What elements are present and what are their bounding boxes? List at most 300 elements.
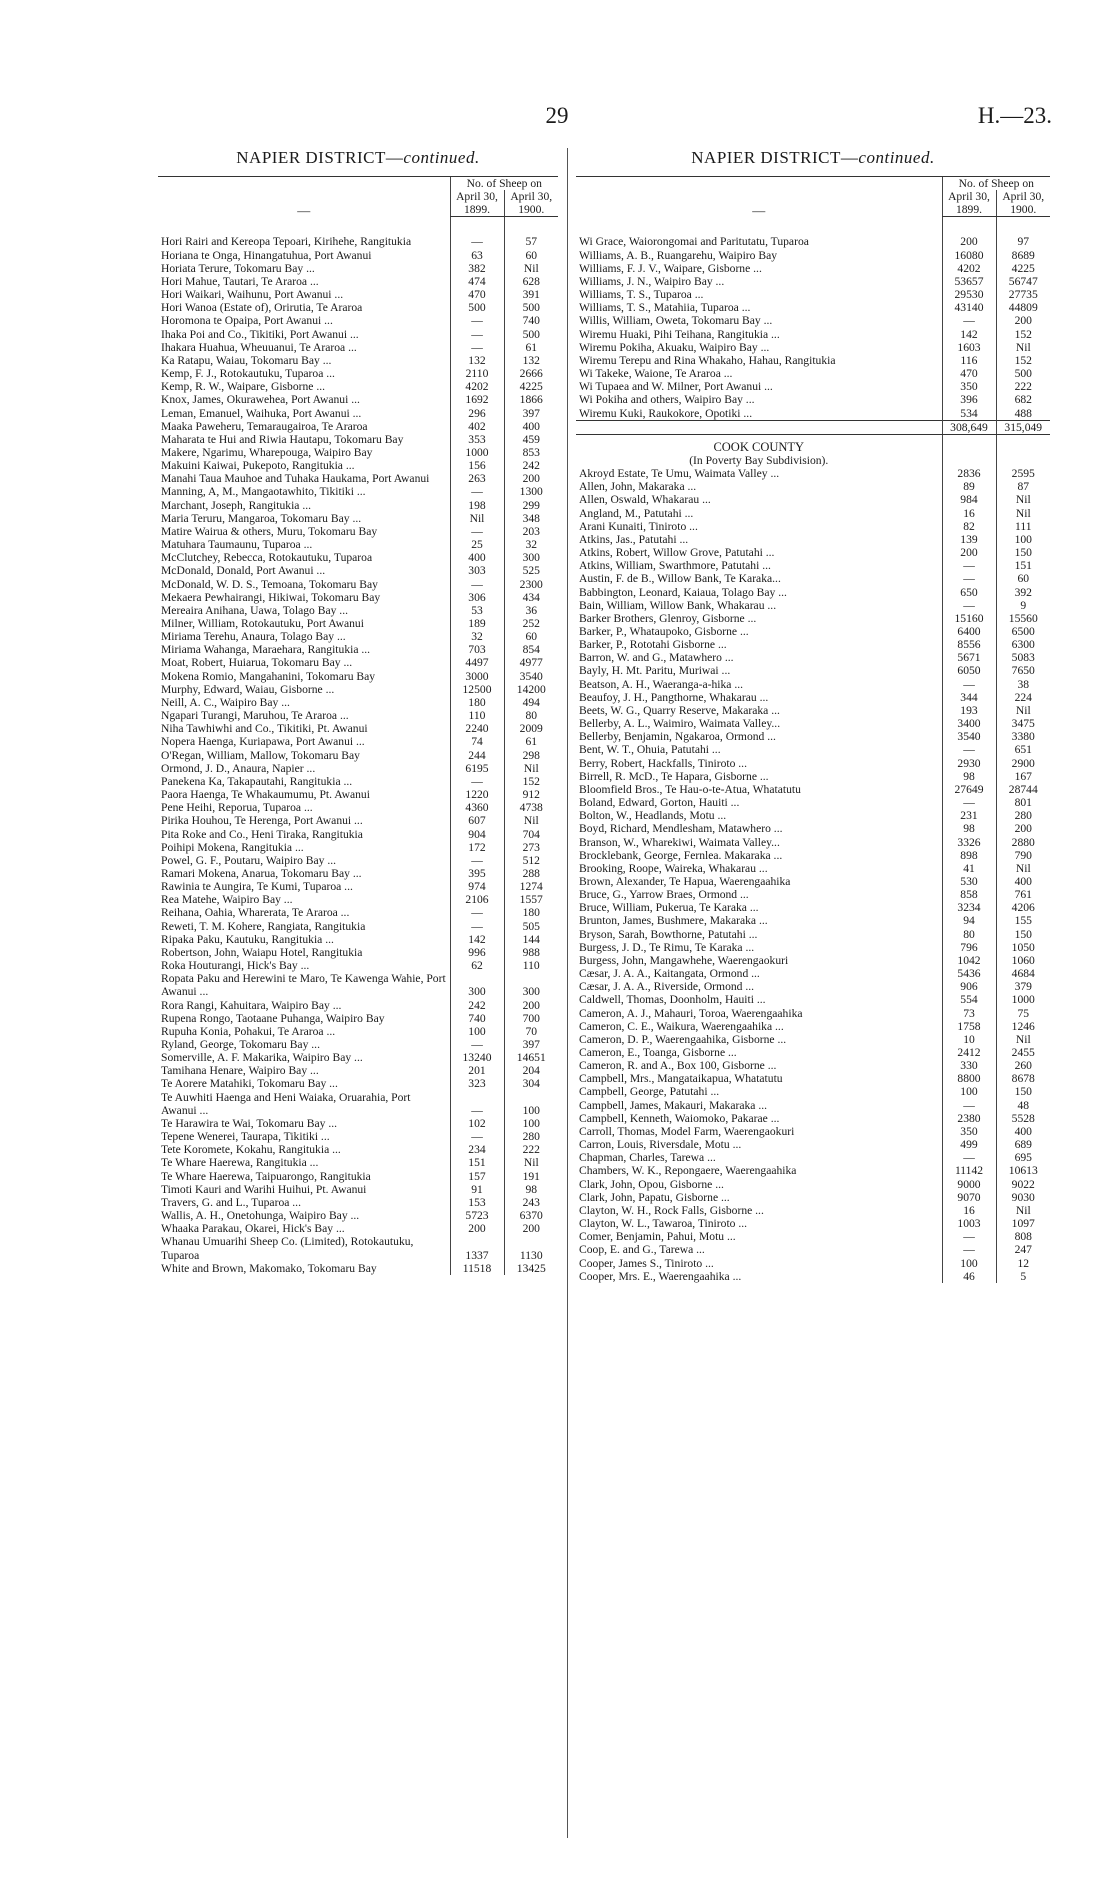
holder-name: Poihipi Mokena, Rangitukia ... <box>161 840 304 854</box>
holder-name: Miriama Wahanga, Maraehara, Rangitukia ... <box>161 643 371 657</box>
holder-name: Chapman, Charles, Tarewa ... <box>579 1151 716 1165</box>
sheep-1900: 97 <box>996 235 1050 248</box>
holder-name: Akroyd Estate, Te Umu, Waimata Valley ... <box>579 467 780 481</box>
sheep-1899: 29530 <box>942 288 996 301</box>
sheep-1899: — <box>450 341 504 354</box>
sheep-1900: 4738 <box>504 801 558 814</box>
sheep-1900: 14651 <box>504 1051 558 1064</box>
sheep-1900: 6300 <box>996 638 1050 651</box>
sheep-1899: 11518 <box>450 1262 504 1275</box>
sheep-1899: 350 <box>942 380 996 393</box>
sheep-1900: 1050 <box>996 941 1050 954</box>
sheep-1899: 470 <box>450 288 504 301</box>
sheep-1899: — <box>450 578 504 591</box>
table-row <box>576 691 1050 704</box>
holder-name: Bolton, W., Headlands, Motu ... <box>579 809 727 823</box>
sheep-1899: 534 <box>942 407 996 421</box>
sheep-1900: 200 <box>996 822 1050 835</box>
sheep-1899: 16 <box>942 1204 996 1217</box>
sheep-1900: 32 <box>504 538 558 551</box>
holder-name: Rupena Rongo, Taotaane Puhanga, Waipiro Bay <box>161 1011 385 1025</box>
total-1900: 315,049 <box>996 420 1050 434</box>
sheep-1899: 1003 <box>942 1217 996 1230</box>
holder-name: Matuhara Taumaunu, Tuparoa ... <box>161 538 313 552</box>
sheep-1900: 6500 <box>996 625 1050 638</box>
holder-name: Boyd, Richard, Mendlesham, Matawhero ... <box>579 822 783 836</box>
table-row <box>158 1025 558 1038</box>
holder-name: O'Regan, William, Mallow, Tokomaru Bay <box>161 748 360 762</box>
sheep-1899: 10 <box>942 1033 996 1046</box>
table-row <box>576 1230 1050 1243</box>
sheep-1900: 10613 <box>996 1164 1050 1177</box>
sheep-1900: 273 <box>504 841 558 854</box>
sheep-1899: 139 <box>942 533 996 546</box>
sheep-1899: 200 <box>450 1222 504 1235</box>
sheep-1900: 397 <box>504 407 558 420</box>
sheep-1900: 434 <box>504 591 558 604</box>
holder-name: Horiana te Onga, Hinangatuhua, Port Awanui <box>161 248 372 262</box>
sheep-1899: — <box>450 906 504 919</box>
holder-name: Austin, F. de B., Willow Bank, Te Karaka... <box>579 572 781 586</box>
table-row <box>158 801 558 814</box>
table-row <box>576 1178 1050 1191</box>
sheep-1899: 300 <box>450 972 504 998</box>
sheep-1899: 474 <box>450 275 504 288</box>
sheep-1899: 2930 <box>942 757 996 770</box>
table-row <box>576 380 1050 393</box>
table-row <box>576 354 1050 367</box>
sheep-1900: 397 <box>504 1038 558 1051</box>
sheep-1900: 3540 <box>504 670 558 683</box>
right-header-group: No. of Sheep on <box>942 177 1050 191</box>
sheep-1899: 9070 <box>942 1191 996 1204</box>
sheep-1899: 296 <box>450 407 504 420</box>
sheep-1899: 11142 <box>942 1164 996 1177</box>
sheep-1900: 151 <box>996 559 1050 572</box>
sheep-1900: 912 <box>504 788 558 801</box>
holder-name: Beaufoy, J. H., Pangthorne, Whakarau ... <box>579 690 769 704</box>
holder-name: Maharata te Hui and Riwia Hautapu, Tokomaru Bay <box>161 432 404 446</box>
sheep-1900: 8689 <box>996 249 1050 262</box>
holder-name: Makuini Kaiwai, Pukepoto, Rangitukia ... <box>161 459 355 473</box>
sheep-1899: 98 <box>942 770 996 783</box>
sheep-1900: 700 <box>504 1012 558 1025</box>
sheep-1900: 200 <box>504 999 558 1012</box>
table-row <box>158 656 558 669</box>
holder-name: Ngapari Turangi, Maruhou, Te Araroa ... <box>161 709 349 723</box>
sheep-1900: 150 <box>996 928 1050 941</box>
holder-name: Te Auwhiti Haenga and Heni Waiaka, Oruarahia, Port Awanui ... <box>161 1090 411 1117</box>
table-row <box>158 354 558 367</box>
table-row <box>158 564 558 577</box>
county-title: COOK COUNTY <box>713 439 805 454</box>
table-row <box>158 617 558 630</box>
table-row <box>576 651 1050 664</box>
holder-name: Allen, John, Makaraka ... <box>579 480 697 494</box>
holder-name: Ropata Paku and Herewini te Maro, Te Kawenga Wahie, Port Awanui ... <box>161 972 446 999</box>
sheep-1899: — <box>450 525 504 538</box>
holder-name: Murphy, Edward, Waiau, Gisborne ... <box>161 682 335 696</box>
table-row <box>576 559 1050 572</box>
sheep-1900: 9022 <box>996 1178 1050 1191</box>
sheep-1899: 4497 <box>450 656 504 669</box>
table-row <box>158 867 558 880</box>
sheep-1900: 500 <box>504 328 558 341</box>
sheep-1900: 144 <box>504 933 558 946</box>
table-row <box>576 888 1050 901</box>
sheep-1899: 132 <box>450 354 504 367</box>
table-row <box>158 959 558 972</box>
holder-name: Coop, E. and G., Tarewa ... <box>579 1243 705 1257</box>
holder-name: Nopera Haenga, Kuriapawa, Port Awanui ... <box>161 735 365 749</box>
holder-name: Clayton, W. L., Tawaroa, Tiniroto ... <box>579 1217 748 1231</box>
table-row <box>158 604 558 617</box>
sheep-1899: 2380 <box>942 1112 996 1125</box>
sheep-1899: 3326 <box>942 836 996 849</box>
sheep-1900: 60 <box>504 249 558 262</box>
county-subtitle-row <box>576 454 1050 467</box>
table-row <box>158 512 558 525</box>
holder-name: Ormond, J. D., Anaura, Napier ... <box>161 761 316 775</box>
sheep-1899: 80 <box>942 928 996 941</box>
table-row <box>158 1235 558 1261</box>
table-row <box>576 717 1050 730</box>
sheep-1899: 323 <box>450 1077 504 1090</box>
holder-name: Tepene Wenerei, Taurapa, Tikitiki ... <box>161 1130 330 1144</box>
table-row <box>576 493 1050 506</box>
sheep-1899: 15160 <box>942 612 996 625</box>
holder-name: McDonald, Donald, Port Awanui ... <box>161 564 326 578</box>
holder-name: Cameron, E., Toanga, Gisborne ... <box>579 1046 737 1059</box>
sheep-1900: Nil <box>996 341 1050 354</box>
holder-name: Burgess, J. D., Te Rimu, Te Karaka ... <box>579 940 755 954</box>
sheep-1899: 172 <box>450 841 504 854</box>
holder-name: Bellerby, A. L., Waimiro, Waimata Valley... <box>579 717 781 731</box>
table-row <box>576 1007 1050 1020</box>
holder-name: Wiremu Kuki, Raukokore, Opotiki ... <box>579 406 753 420</box>
sheep-1899: 402 <box>450 420 504 433</box>
sheep-1900: 500 <box>504 301 558 314</box>
sheep-1900: 392 <box>996 586 1050 599</box>
table-row <box>158 946 558 959</box>
table-row <box>576 809 1050 822</box>
table-row <box>158 367 558 380</box>
sheep-1899: 32 <box>450 630 504 643</box>
right-header-blank: — <box>576 177 942 217</box>
table-row <box>576 849 1050 862</box>
holder-name: Te Harawira te Wai, Tokomaru Bay ... <box>161 1116 338 1130</box>
left-title-main: NAPIER DISTRICT— <box>236 148 404 167</box>
holder-name: Williams, F. J. V., Waipare, Gisborne ... <box>579 261 762 275</box>
holder-name: Paora Haenga, Te Whakaumumu, Pt. Awanui <box>161 788 370 802</box>
sheep-1900: 2666 <box>504 367 558 380</box>
sheep-1899: 2106 <box>450 893 504 906</box>
sheep-1900: 6370 <box>504 1209 558 1222</box>
left-table <box>158 176 558 1275</box>
sheep-1899: 396 <box>942 393 996 406</box>
table-row <box>158 709 558 722</box>
sheep-1899: 1603 <box>942 341 996 354</box>
sheep-1900: 60 <box>504 630 558 643</box>
sheep-1900: 494 <box>504 696 558 709</box>
table-row <box>158 525 558 538</box>
sheep-1900: 150 <box>996 1085 1050 1098</box>
right-header-1899: April 30, 1899. <box>942 190 996 217</box>
sheep-1899: — <box>942 572 996 585</box>
table-row <box>158 735 558 748</box>
table-row <box>576 1257 1050 1270</box>
sheep-1899: — <box>450 314 504 327</box>
table-row <box>576 678 1050 691</box>
holder-name: Roka Houturangi, Hick's Bay ... <box>161 959 310 973</box>
sheep-1900: 4977 <box>504 656 558 669</box>
table-row <box>576 862 1050 875</box>
sheep-1899: — <box>942 1230 996 1243</box>
sheep-1900: 1130 <box>504 1235 558 1261</box>
table-row <box>576 1191 1050 1204</box>
sheep-1900: 12 <box>996 1257 1050 1270</box>
sheep-1899: 530 <box>942 875 996 888</box>
table-row <box>158 722 558 735</box>
sheep-1900: 110 <box>504 959 558 972</box>
table-row <box>576 480 1050 493</box>
holder-name: Cæsar, J. A. A., Kaitangata, Ormond ... <box>579 967 760 981</box>
table-row <box>576 301 1050 314</box>
holder-name: Williams, T. S., Tuparoa ... <box>579 288 704 302</box>
sheep-1899: 100 <box>942 1257 996 1270</box>
holder-name: Maaka Paweheru, Temaraugairoa, Te Araroa <box>161 419 368 433</box>
sheep-1900: 222 <box>504 1143 558 1156</box>
sheep-1899: 16 <box>942 507 996 520</box>
sheep-1900: 111 <box>996 520 1050 533</box>
table-row <box>158 485 558 498</box>
left-header-group: No. of Sheep on <box>450 177 558 191</box>
holder-name: Mereaira Anihana, Uawa, Tolago Bay ... <box>161 603 348 617</box>
sheep-1900: 400 <box>504 420 558 433</box>
sheep-1899: 12500 <box>450 683 504 696</box>
table-row <box>576 275 1050 288</box>
table-row <box>576 875 1050 888</box>
holder-name: Williams, A. B., Ruangarehu, Waipiro Bay <box>579 248 778 262</box>
table-row <box>158 828 558 841</box>
table-row <box>576 467 1050 480</box>
sheep-1900: 2880 <box>996 836 1050 849</box>
sheep-1899: 263 <box>450 472 504 485</box>
sheep-1899: 499 <box>942 1138 996 1151</box>
table-row <box>576 901 1050 914</box>
table-row <box>576 341 1050 354</box>
holder-name: Bent, W. T., Ohuia, Patutahi ... <box>579 743 721 757</box>
table-row <box>158 551 558 564</box>
table-row <box>576 546 1050 559</box>
holder-name: Whanau Umuarihi Sheep Co. (Limited), Rotokautuku, Tuparoa <box>161 1235 414 1262</box>
table-row <box>576 730 1050 743</box>
table-row <box>158 1130 558 1143</box>
holder-name: Wi Tupaea and W. Milner, Port Awanui ... <box>579 380 773 394</box>
sheep-1899: 382 <box>450 262 504 275</box>
table-row <box>158 841 558 854</box>
sheep-1899: 100 <box>942 1085 996 1098</box>
holder-name: Powel, G. F., Poutaru, Waipiro Bay ... <box>161 853 337 867</box>
sheep-1900: 48 <box>996 1099 1050 1112</box>
sheep-1899: — <box>942 1243 996 1256</box>
holder-name: Ihaka Poi and Co., Tikitiki, Port Awanui ... <box>161 327 359 341</box>
table-row <box>576 980 1050 993</box>
table-row <box>158 683 558 696</box>
sheep-1899: 350 <box>942 1125 996 1138</box>
holder-name: Barker Brothers, Glenroy, Gisborne ... <box>579 611 757 625</box>
table-row <box>158 1183 558 1196</box>
sheep-1899: 43140 <box>942 301 996 314</box>
table-row <box>576 407 1050 421</box>
table-row <box>576 954 1050 967</box>
table-row <box>158 749 558 762</box>
sheep-1900: 36 <box>504 604 558 617</box>
table-row <box>158 288 558 301</box>
sheep-1899: 2110 <box>450 367 504 380</box>
sheep-1900: 61 <box>504 735 558 748</box>
holder-name: Bruce, William, Pukerua, Te Karaka ... <box>579 901 759 915</box>
sheep-1899: 1758 <box>942 1020 996 1033</box>
holder-name: Whaaka Parakau, Okarei, Hick's Bay ... <box>161 1222 345 1236</box>
sheep-1900: 243 <box>504 1196 558 1209</box>
sheep-1899: 400 <box>450 551 504 564</box>
sheep-1900: 180 <box>504 906 558 919</box>
holder-name: Campbell, Mrs., Mangataikapua, Whatatutu <box>579 1072 783 1086</box>
table-row <box>576 1112 1050 1125</box>
table-row <box>158 643 558 656</box>
sheep-1899: Nil <box>450 512 504 525</box>
sheep-1899: 703 <box>450 643 504 656</box>
sheep-1900: 4206 <box>996 901 1050 914</box>
sheep-1900: 247 <box>996 1243 1050 1256</box>
sheep-1899: 157 <box>450 1170 504 1183</box>
total-1899: 308,649 <box>942 420 996 434</box>
table-row <box>158 446 558 459</box>
sheep-1900: 200 <box>504 472 558 485</box>
sheep-1899: 740 <box>450 1012 504 1025</box>
holder-name: Reweti, T. M. Kohere, Rangiata, Rangitukia <box>161 919 366 933</box>
holder-name: Campbell, Kenneth, Waiomoko, Pakarae ... <box>579 1111 780 1125</box>
holder-name: Campbell, James, Makauri, Makaraka ... <box>579 1098 768 1112</box>
holder-name: Clark, John, Opou, Gisborne ... <box>579 1177 724 1191</box>
sheep-1899: — <box>450 1091 504 1117</box>
holder-name: Makere, Ngarimu, Wharepouga, Waipiro Bay <box>161 445 373 459</box>
holder-name: Cæsar, J. A. A., Riverside, Ormond ... <box>579 980 755 994</box>
sheep-1899: 13240 <box>450 1051 504 1064</box>
sheep-1899: 27649 <box>942 783 996 796</box>
table-row <box>576 1020 1050 1033</box>
sheep-1899: 395 <box>450 867 504 880</box>
sheep-1899: — <box>450 920 504 933</box>
holder-name: Williams, J. N., Waipiro Bay ... <box>579 274 725 288</box>
left-column <box>158 148 558 1275</box>
sheep-1900: 61 <box>504 341 558 354</box>
sheep-1899: 82 <box>942 520 996 533</box>
table-row <box>158 393 558 406</box>
table-row <box>576 625 1050 638</box>
holder-name: Bayly, H. Mt. Paritu, Muriwai ... <box>579 664 731 678</box>
sheep-1900: 13425 <box>504 1262 558 1275</box>
sheep-1899: 231 <box>942 809 996 822</box>
table-row <box>158 1156 558 1169</box>
table-row <box>576 572 1050 585</box>
sheep-1900: 304 <box>504 1077 558 1090</box>
holder-name: Bellerby, Benjamin, Ngakaroa, Ormond ... <box>579 730 776 744</box>
holder-name: Willis, William, Oweta, Tokomaru Bay ... <box>579 314 773 328</box>
sheep-1900: 70 <box>504 1025 558 1038</box>
holder-name: Campbell, George, Patutahi ... <box>579 1085 720 1099</box>
table-row <box>158 999 558 1012</box>
sheep-1899: 996 <box>450 946 504 959</box>
sheep-1900: 400 <box>996 875 1050 888</box>
holder-name: Brooking, Roope, Waireka, Whakarau ... <box>579 861 768 875</box>
sheep-1900: 299 <box>504 499 558 512</box>
table-row <box>576 1138 1050 1151</box>
holder-name: Wiremu Pokiha, Akuaku, Waipiro Bay ... <box>579 340 770 354</box>
right-title-main: NAPIER DISTRICT— <box>691 148 859 167</box>
sheep-1900: 5528 <box>996 1112 1050 1125</box>
table-row <box>576 586 1050 599</box>
sheep-1900: 348 <box>504 512 558 525</box>
table-row <box>158 420 558 433</box>
sheep-1900: 3380 <box>996 730 1050 743</box>
sheep-1899: 6050 <box>942 664 996 677</box>
sheep-1900: 1866 <box>504 393 558 406</box>
sheep-1900: 628 <box>504 275 558 288</box>
table-row <box>576 638 1050 651</box>
table-row <box>158 762 558 775</box>
holder-name: Bryson, Sarah, Bowthorne, Patutahi ... <box>579 927 758 941</box>
sheep-1899: 1220 <box>450 788 504 801</box>
sheep-1900: 695 <box>996 1151 1050 1164</box>
sheep-1899: — <box>942 559 996 572</box>
sheep-1899: 6195 <box>450 762 504 775</box>
sheep-1899: 110 <box>450 709 504 722</box>
table-row <box>576 599 1050 612</box>
sheep-1900: 200 <box>504 1222 558 1235</box>
sheep-1900: 2900 <box>996 757 1050 770</box>
sheep-1899: — <box>942 1151 996 1164</box>
table-row <box>576 1151 1050 1164</box>
sheep-1900: Nil <box>996 862 1050 875</box>
table-row <box>158 1262 558 1275</box>
holder-name: Clayton, W. H., Rock Falls, Gisborne ... <box>579 1203 764 1217</box>
sheep-1900: 75 <box>996 1007 1050 1020</box>
sheep-1900: 100 <box>504 1091 558 1117</box>
holder-name: Cameron, R. and A., Box 100, Gisborne ... <box>579 1059 777 1073</box>
table-row <box>158 1196 558 1209</box>
sheep-1900: 7650 <box>996 664 1050 677</box>
holder-name: Bain, William, Willow Bank, Whakarau ... <box>579 598 777 612</box>
holder-name: Robertson, John, Waiapu Hotel, Rangitukia <box>161 945 363 959</box>
sheep-1900: 204 <box>504 1064 558 1077</box>
holder-name: Carron, Louis, Riversdale, Motu ... <box>579 1138 742 1152</box>
sheep-1900: 132 <box>504 354 558 367</box>
holder-name: Burgess, John, Mangawhehe, Waerengaokuri <box>579 953 789 967</box>
sheep-1900: 1274 <box>504 880 558 893</box>
table-row <box>158 262 558 275</box>
sheep-1899: 6400 <box>942 625 996 638</box>
holder-name: Cameron, D. P., Waerengaahika, Gisborne ... <box>579 1032 787 1046</box>
sheep-1899: 200 <box>942 235 996 248</box>
sheep-1899: 3400 <box>942 717 996 730</box>
sheep-1900: 4225 <box>504 380 558 393</box>
sheep-1899: 858 <box>942 888 996 901</box>
holder-name: Wallis, A. H., Onetohunga, Waipiro Bay ... <box>161 1209 360 1223</box>
sheep-1900: 379 <box>996 980 1050 993</box>
holder-name: Barron, W. and G., Matawhero ... <box>579 651 734 665</box>
